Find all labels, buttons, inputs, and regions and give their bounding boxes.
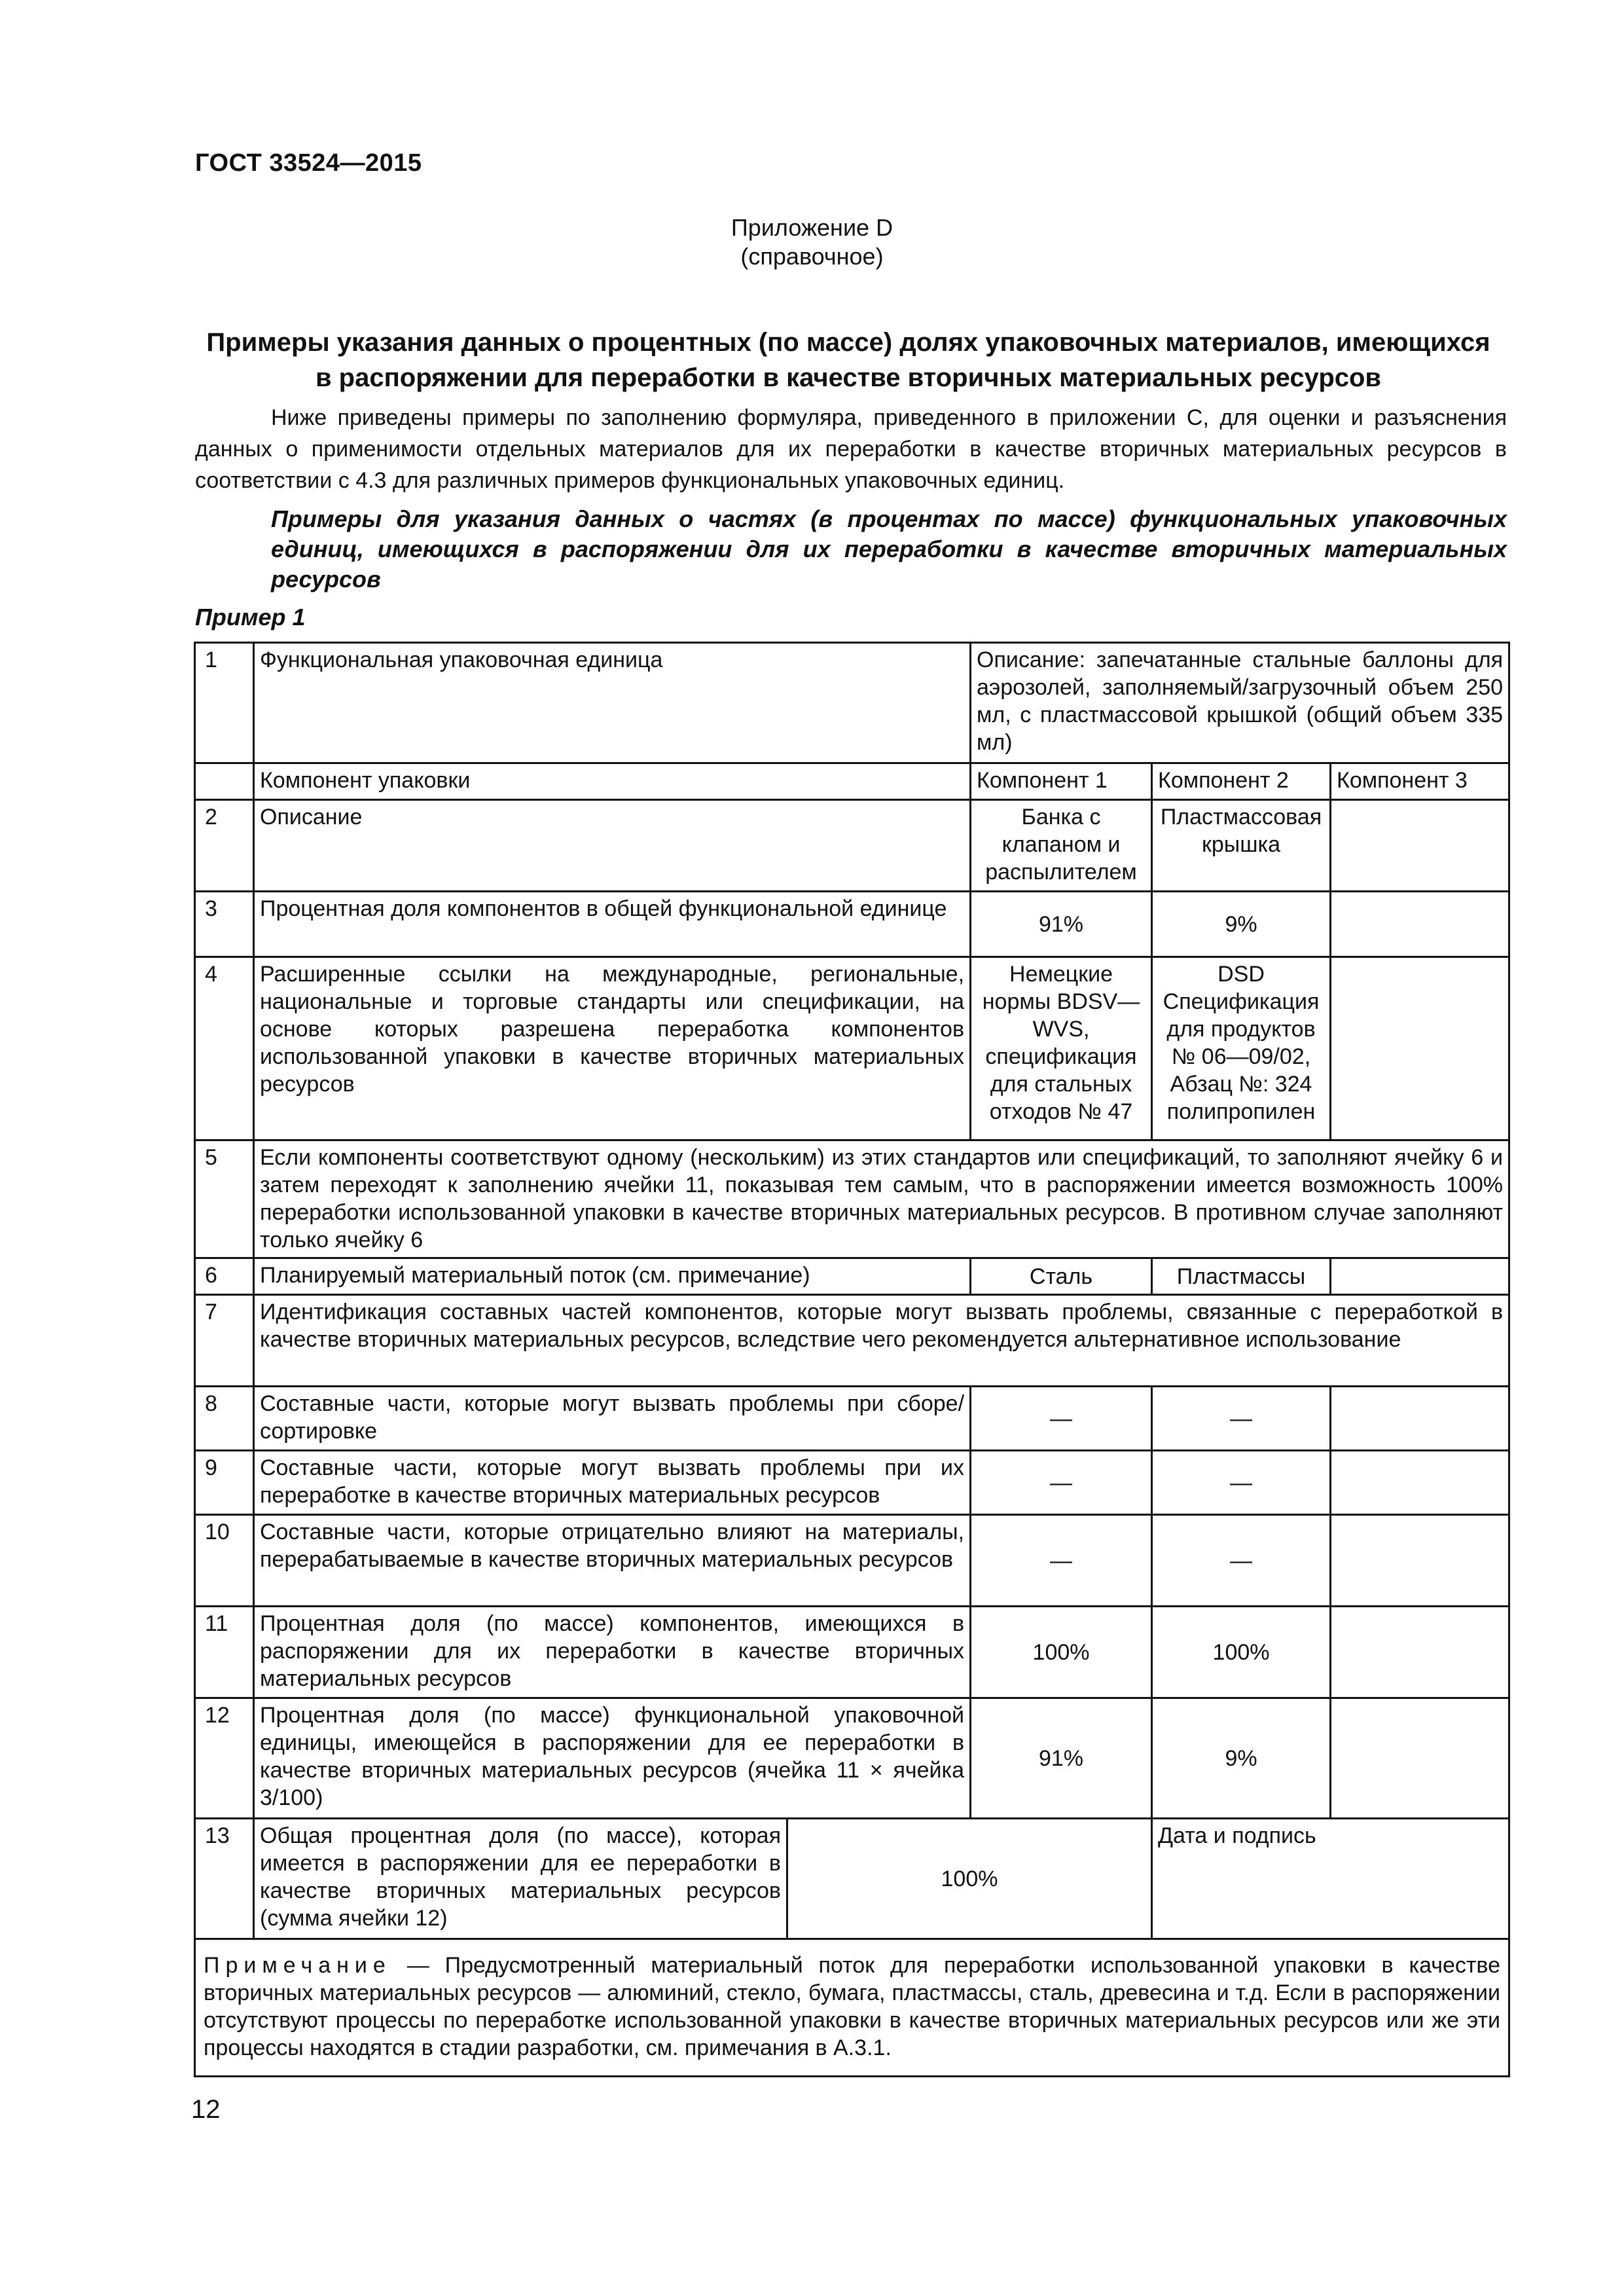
- component-1-cell: 91%: [971, 892, 1152, 957]
- component-1-cell: —: [971, 1451, 1152, 1515]
- component-1-cell: Немецкие нормы BDSV—WVS, спецификация для стальных отходов № 47: [971, 957, 1152, 1140]
- row-label: Расширенные ссылки на международные, региональные, национальные и торговые стандарты или спецификации, на основе которых разрешена переработка компонентов использованной упаковки в качестве вторичных материальных ресурсов: [254, 957, 971, 1140]
- component-1-cell: —: [971, 1387, 1152, 1451]
- table-row: [195, 763, 1509, 800]
- row-number: 1: [195, 643, 254, 763]
- row-number: 6: [195, 1258, 254, 1295]
- component-3-cell: [1331, 1451, 1509, 1515]
- component-2-cell: —: [1152, 1515, 1331, 1607]
- component-2-cell: Пластмассы: [1152, 1258, 1331, 1295]
- component-2-cell: 100%: [1152, 1607, 1331, 1698]
- example-label: Пример 1: [195, 604, 306, 630]
- row-label: Составные части, которые отрицательно влияют на материалы, перерабатываемые в качестве вторичных материальных ресурсов: [254, 1515, 971, 1607]
- component-3-cell: [1331, 1515, 1509, 1607]
- row-number: 13: [195, 1819, 254, 1939]
- appendix-heading: Примеры указания данных о процентных (по массе) долях упаковочных материалов, имеющихся в распоряжении для переработки в качестве вторичных материальных ресурсов: [206, 328, 1490, 392]
- row-number: 12: [195, 1698, 254, 1819]
- row-number: 11: [195, 1607, 254, 1698]
- table-row: [195, 1515, 1509, 1607]
- row-number: 8: [195, 1387, 254, 1451]
- standard-code: ГОСТ 33524—2015: [195, 149, 422, 177]
- row-label: Процентная доля компонентов в общей функциональной единице: [254, 892, 971, 957]
- date-signature-cell: Дата и подпись: [1152, 1819, 1509, 1939]
- appendix-type: (справочное): [740, 243, 884, 270]
- component-2-cell: DSD Спецификация для продуктов № 06—09/02, Абзац №: 324 полипропилен: [1152, 957, 1331, 1140]
- table-row: [195, 1295, 1509, 1387]
- examples-heading: Примеры для указания данных о частях (в процентах по массе) функциональных упаковочных единиц, имеющихся в распоряжении для их переработки в качестве вторичных материальных ресурсов: [271, 505, 1507, 592]
- row-label: Процентная доля (по массе) функциональной упаковочной единицы, имеющейся в распоряжении для ее переработки в качестве вторичных материальных ресурсов (ячейка 11 × ячейка 3/100): [254, 1698, 971, 1819]
- table-row: [195, 1607, 1509, 1698]
- component-3-cell: [1331, 1258, 1509, 1295]
- component-2-cell: Пластмассовая крышка: [1152, 800, 1331, 892]
- row-number: 3: [195, 892, 254, 957]
- component-3-cell: [1331, 1698, 1509, 1819]
- row-label: Составные части, которые могут вызвать проблемы при их переработке в качестве вторичных материальных ресурсов: [254, 1451, 971, 1515]
- component-3-cell: [1331, 1607, 1509, 1698]
- table-row: [195, 1140, 1509, 1258]
- component-1-cell: —: [971, 1515, 1152, 1607]
- component-3-cell: [1331, 1387, 1509, 1451]
- table-row: [195, 1451, 1509, 1515]
- row-label: Процентная доля (по массе) компонентов, имеющихся в распоряжении для их переработки в качестве вторичных материальных ресурсов: [254, 1607, 971, 1698]
- row-number: 9: [195, 1451, 254, 1515]
- instruction-text: Идентификация составных частей компонентов, которые могут вызвать проблемы, связанные с переработкой в качестве вторичных материальных ресурсов, вследствие чего рекомендуется альтернативное использование: [254, 1295, 1509, 1387]
- row-label: Составные части, которые могут вызвать проблемы при сборе/сортировке: [254, 1387, 971, 1451]
- component-1-cell: 100%: [971, 1607, 1152, 1698]
- row-label: Планируемый материальный поток (см. примечание): [254, 1258, 971, 1295]
- unit-description: Описание: запечатанные стальные баллоны для аэрозолей, заполняемый/загрузочный объем 250 мл, с пластмассовой крышкой (общий объем 335 мл): [971, 643, 1509, 763]
- total-value: 100%: [787, 1819, 1152, 1939]
- page-number: 12: [191, 2095, 221, 2124]
- appendix-title: [0, 213, 1624, 271]
- note-lead: Примечание: [204, 1953, 391, 1978]
- table-note: [195, 1939, 1509, 2077]
- row-number: 5: [195, 1140, 254, 1258]
- appendix-label: Приложение D: [731, 214, 893, 241]
- component-1-cell: Сталь: [971, 1258, 1152, 1295]
- note-text: — Предусмотренный материальный поток для переработки использованной упаковки в качестве вторичных материальных ресурсов — алюминий, стекло, бумага, пластмассы, сталь, древесина и т.д. Если в распоряжении отсутствуют процессы по переработке использованной упаковки в качестве вторичных материальных ресурсов или же эти процессы находятся в стадии разработки, см. примечания в А.3.1.: [204, 1953, 1501, 2060]
- row-number: 10: [195, 1515, 254, 1607]
- table-row: [195, 1698, 1509, 1819]
- component-2-header: Компонент 2: [1152, 763, 1331, 800]
- table-row: [195, 643, 1509, 763]
- row-number: 4: [195, 957, 254, 1140]
- row-number: 2: [195, 800, 254, 892]
- table-row: [195, 957, 1509, 1140]
- row-number: [195, 763, 254, 800]
- component-header-label: Компонент упаковки: [254, 763, 971, 800]
- component-1-header: Компонент 1: [971, 763, 1152, 800]
- row-label: Описание: [254, 800, 971, 892]
- table-row: [195, 1939, 1509, 2077]
- table-row: [195, 1258, 1509, 1295]
- intro-paragraph: Ниже приведены примеры по заполнению формуляра, приведенного в приложении С, для оценки и разъяснения данных о применимости отдельных материалов для их переработки в качестве вторичных материальных ресурсов в соответствии с 4.3 для различных примеров функциональных упаковочных единиц.: [195, 405, 1507, 493]
- component-2-cell: 9%: [1152, 892, 1331, 957]
- row-number: 7: [195, 1295, 254, 1387]
- table-row: [195, 892, 1509, 957]
- table-row: [195, 800, 1509, 892]
- component-2-cell: —: [1152, 1451, 1331, 1515]
- form-table: [194, 642, 1510, 2077]
- component-2-cell: —: [1152, 1387, 1331, 1451]
- component-1-cell: Банка с клапаном и распылителем: [971, 800, 1152, 892]
- component-2-cell: 9%: [1152, 1698, 1331, 1819]
- component-3-header: Компонент 3: [1331, 763, 1509, 800]
- component-1-cell: 91%: [971, 1698, 1152, 1819]
- component-3-cell: [1331, 957, 1509, 1140]
- component-3-cell: [1331, 800, 1509, 892]
- instruction-text: Если компоненты соответствуют одному (нескольким) из этих стандартов или спецификаций, то заполняют ячейку 6 и затем переходят к заполнению ячейки 11, показывая тем самым, что в распоряжении имеется возможность 100% переработки использованной упаковки в качестве вторичных материальных ресурсов. В противном случае заполняют только ячейку 6: [254, 1140, 1509, 1258]
- row-label: Общая процентная доля (по массе), которая имеется в распоряжении для ее переработки в качестве вторичных материальных ресурсов (сумма ячейки 12): [254, 1819, 787, 1939]
- component-3-cell: [1331, 892, 1509, 957]
- row-label: Функциональная упаковочная единица: [254, 643, 971, 763]
- table-row: [195, 1387, 1509, 1451]
- table-row: [195, 1819, 1509, 1939]
